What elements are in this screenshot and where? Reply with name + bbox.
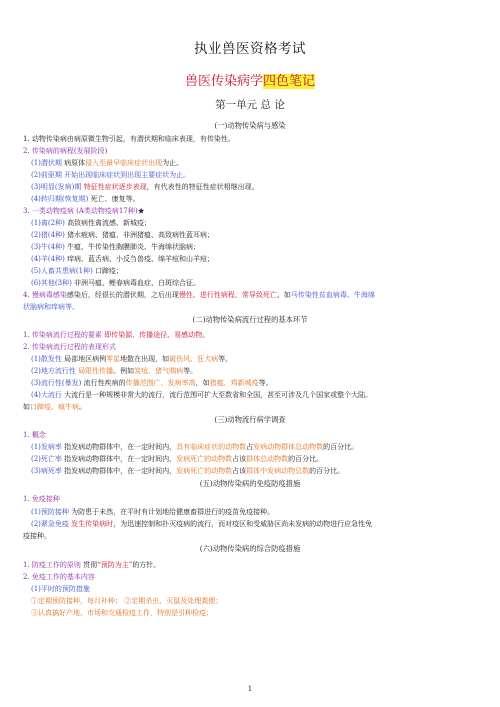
text-segment: 口蹄疫、疯牛病 bbox=[30, 403, 79, 411]
section-heading bbox=[0, 315, 500, 325]
text-segment: 大流行是一种规模非常大的流行，流行范围可扩大至数省和全国，甚至可涉及几个国家或整个大陆。 bbox=[64, 391, 373, 399]
text-segment: 痒病、蓝舌病、小反刍兽疫、绵羊痘和山羊痘； bbox=[67, 255, 215, 263]
text-line bbox=[23, 343, 483, 352]
text-segment: “预防为主” bbox=[97, 561, 133, 569]
text-segment: 为防患于未然，在平时有计划地给健康畜群进行的疫苗免疫接种。 bbox=[71, 508, 275, 516]
text-line bbox=[23, 303, 483, 312]
text-segment: 指发病动物群体中，在一定时间内， bbox=[64, 467, 177, 475]
text-segment: (五)动物传染病的免疫防疫措施 bbox=[199, 479, 301, 488]
text-segment: 流行性疾病的 bbox=[83, 379, 126, 387]
text-segment: (3)病死率 bbox=[31, 467, 65, 475]
text-segment: (5)人畜共患病(1种) bbox=[31, 267, 96, 275]
section-heading bbox=[0, 415, 500, 425]
text-segment: 破伤风、狂犬病 bbox=[169, 355, 219, 363]
subtitle-part-a: 兽医传染病学 bbox=[184, 74, 263, 89]
text-segment: 具有临床症状的动物数 bbox=[176, 443, 247, 451]
text-line bbox=[31, 171, 491, 180]
text-line bbox=[23, 147, 483, 156]
text-segment: ①定期预防接种，每月补种； ②定期杀虫、灭鼠及处理粪便； bbox=[31, 597, 223, 605]
text-segment: 局部地区病例 bbox=[64, 355, 107, 363]
text-line bbox=[31, 195, 491, 204]
text-segment: 等。 bbox=[183, 367, 198, 375]
text-segment: 占 bbox=[246, 443, 254, 451]
text-line bbox=[31, 508, 491, 517]
text-segment: 零星 bbox=[106, 355, 121, 363]
text-segment: 指发病动物群体中，在一定时间内， bbox=[64, 443, 177, 451]
text-segment: 贯彻 bbox=[83, 561, 98, 569]
text-segment: 发病死亡的动物数 bbox=[176, 455, 233, 463]
subtitle-highlight: 四色笔记 bbox=[263, 74, 316, 89]
text-segment: 2. 传染病的病程(发展阶段) bbox=[23, 147, 108, 155]
text-segment: 群体中发病动物总数 bbox=[246, 467, 310, 475]
text-segment: ，有代表性的特征性症状相继出现。 bbox=[146, 183, 259, 191]
text-segment: 高致病性禽流感、新城疫； bbox=[67, 219, 152, 227]
text-segment: 地散在出现，如 bbox=[120, 355, 170, 363]
text-segment: (2)死亡率 bbox=[31, 455, 65, 463]
text-line bbox=[23, 207, 483, 216]
text-segment: 传播范围广、发病率高 bbox=[125, 379, 196, 387]
text-segment: 猪水疱病、猪瘟、非洲猪瘟、高致病性蓝耳病； bbox=[67, 231, 215, 239]
text-segment: 2. 传染病流行过程的表现形式 bbox=[23, 343, 116, 351]
text-line bbox=[31, 597, 491, 606]
text-segment: ，为迅速控制和扑灭疫病的流行，而对疫区和受威胁区尚未发病的动物进行应急性免 bbox=[113, 520, 373, 528]
text-segment: 非洲马瘟、鲤春病毒血症、白斑综合征。 bbox=[74, 279, 201, 287]
text-line bbox=[31, 367, 491, 376]
section-heading bbox=[0, 544, 500, 554]
text-segment: 疫接种。 bbox=[23, 532, 51, 540]
text-line bbox=[31, 520, 491, 529]
text-segment: ③认真搞好产地、市场和交通检疫工作，特别是引种检疫； bbox=[31, 609, 213, 617]
text-segment: 占该 bbox=[232, 467, 247, 475]
text-segment: 猪瘟、鸡新城疫 bbox=[209, 379, 259, 387]
text-segment: 1. 动物传染病由病原微生物引起，有潜伏期和临床表现，有传染性。 bbox=[23, 135, 235, 143]
text-line bbox=[23, 561, 483, 570]
text-line bbox=[31, 219, 491, 228]
text-segment: (2)猪(4种) bbox=[31, 231, 68, 239]
text-segment: 4. 慢病毒感染 bbox=[23, 291, 67, 299]
text-segment: 的百分比。 bbox=[323, 443, 359, 451]
text-line bbox=[31, 379, 491, 388]
text-line bbox=[31, 443, 491, 452]
text-segment: (4)羊(4种) bbox=[31, 255, 68, 263]
text-segment: 发生传染病时 bbox=[71, 520, 114, 528]
text-segment: 牛瘟、牛传染性胸膜肺炎、牛海绵状脑病； bbox=[67, 243, 201, 251]
document-subtitle bbox=[0, 70, 500, 89]
text-line bbox=[23, 403, 483, 412]
text-line bbox=[23, 135, 483, 144]
text-segment: 死亡、康复等。 bbox=[90, 195, 140, 203]
text-segment: 1. 传染病流行过程的要素 bbox=[23, 331, 105, 339]
page-number: 1 bbox=[247, 685, 253, 693]
unit-heading: 第一单元 总 论 bbox=[215, 99, 285, 111]
text-segment: 1. 防疫工作的原则 bbox=[23, 561, 84, 569]
text-segment: 群体总动物数 bbox=[246, 455, 289, 463]
text-line bbox=[31, 183, 491, 192]
text-segment: (4)转归期(恢复期) bbox=[31, 195, 91, 203]
text-segment: 特征性症状逐步表现 bbox=[83, 183, 147, 191]
text-line bbox=[23, 291, 483, 300]
text-segment: 指发病动物群体中，在一定时间内， bbox=[64, 455, 177, 463]
text-segment: 的百分比。 bbox=[288, 455, 324, 463]
text-segment: (二)动物传染病流行过程的基本环节 bbox=[192, 315, 308, 324]
text-segment: (1)禽(2种) bbox=[31, 219, 68, 227]
text-segment: 炭疽、猪气喘病 bbox=[134, 367, 184, 375]
text-segment: (一)动物传染病与感染 bbox=[214, 121, 286, 130]
text-line bbox=[31, 355, 491, 364]
text-segment: (2)前驱期 开始出现临床症状到出现主要症状为止。 bbox=[31, 171, 191, 179]
text-segment: 马传染性贫血病毒、牛海绵 bbox=[290, 291, 375, 299]
text-line bbox=[31, 391, 491, 400]
text-line bbox=[31, 243, 491, 252]
text-line bbox=[31, 467, 491, 476]
text-segment: 。如 bbox=[276, 291, 291, 299]
text-line bbox=[23, 495, 483, 504]
text-segment: 1. 免疫接种 bbox=[23, 495, 60, 503]
text-segment: (3)牛(4种) bbox=[31, 243, 68, 251]
text-segment: 病原体 bbox=[64, 159, 86, 167]
section-heading bbox=[0, 479, 500, 489]
text-segment: (1)预防接种 bbox=[31, 508, 72, 516]
text-segment: 1. 概念 bbox=[23, 431, 46, 439]
text-segment: 的百分比。 bbox=[309, 467, 345, 475]
text-segment: (1)散发性 bbox=[31, 355, 65, 363]
text-segment: 3. 一类动物疫病 (A类动物疫病17种) bbox=[23, 207, 138, 215]
text-segment: 慢性、进行性病程，常导致死亡 bbox=[178, 291, 277, 299]
text-segment: 发病死亡的动物数 bbox=[176, 467, 233, 475]
text-segment: 的方针。 bbox=[132, 561, 161, 569]
document-title: 执业兽医资格考试 bbox=[194, 41, 306, 57]
text-segment: (2)紧急免疫 bbox=[31, 520, 72, 528]
text-segment: 侵入至最早临床症状出现 bbox=[85, 159, 163, 167]
text-segment: (1)发病率 bbox=[31, 443, 65, 451]
text-segment: ，如 bbox=[195, 379, 210, 387]
text-segment: 占该 bbox=[232, 455, 247, 463]
text-segment: 。例如 bbox=[113, 367, 135, 375]
text-segment: (三)动物流行病学调查 bbox=[214, 415, 286, 424]
text-line bbox=[31, 609, 491, 618]
text-line bbox=[31, 255, 491, 264]
text-segment: (3)明显(发病)期 bbox=[31, 183, 84, 191]
text-segment: 即传染源、传播途径、易感动物 bbox=[104, 331, 203, 339]
text-segment: 。 bbox=[79, 403, 86, 411]
text-segment: ★ bbox=[137, 207, 145, 215]
text-segment: 感染后，经很长的潜伏期，之后出现 bbox=[66, 291, 179, 299]
text-line bbox=[31, 231, 491, 240]
section-heading bbox=[0, 121, 500, 131]
text-segment: (2)地方流行性 bbox=[31, 367, 79, 375]
text-segment: 局限性传播 bbox=[78, 367, 114, 375]
text-segment: 状脑病和痒病等。 bbox=[23, 303, 79, 311]
text-segment: 如 bbox=[23, 403, 30, 411]
text-segment: 口蹄疫； bbox=[95, 267, 124, 275]
text-segment: (1)平时的预防措施 bbox=[31, 585, 90, 593]
text-line bbox=[23, 331, 483, 340]
text-line bbox=[31, 585, 491, 594]
text-line bbox=[31, 159, 491, 168]
text-line bbox=[23, 532, 483, 541]
text-segment: 2. 免疫工作的基本内容 bbox=[23, 573, 95, 581]
text-line bbox=[23, 431, 483, 440]
text-line bbox=[23, 573, 483, 582]
text-segment: 发病动物群体总动物数 bbox=[253, 443, 324, 451]
text-segment: 为止。 bbox=[162, 159, 184, 167]
text-segment: 等。 bbox=[218, 355, 233, 363]
text-segment: (4)大流行 bbox=[31, 391, 65, 399]
text-segment: 等。 bbox=[258, 379, 273, 387]
text-line bbox=[31, 279, 491, 288]
text-segment: (1)潜伏期 bbox=[31, 159, 65, 167]
text-segment: (六)动物传染病的综合防疫措施 bbox=[199, 544, 301, 553]
text-segment: 。 bbox=[202, 331, 210, 339]
text-line bbox=[31, 455, 491, 464]
text-segment: (6)其他(3种) bbox=[31, 279, 75, 287]
text-segment: (3)流行性(暴发) bbox=[31, 379, 84, 387]
text-line bbox=[31, 267, 491, 276]
